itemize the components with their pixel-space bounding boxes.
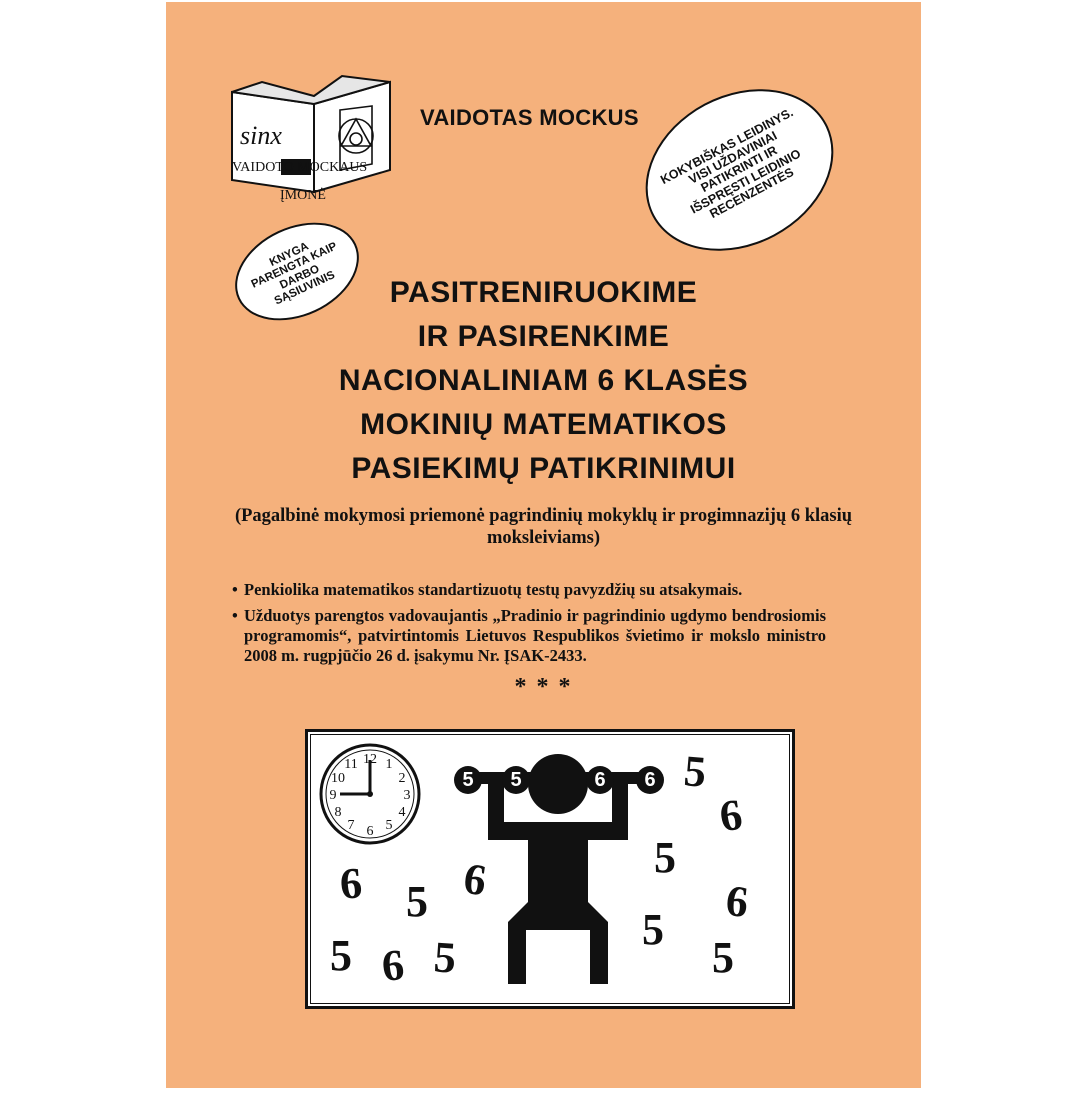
bullet-item-2	[232, 606, 826, 666]
author-name: VAIDOTAS MOCKUS	[420, 105, 639, 130]
clock-number: 8	[334, 805, 342, 820]
clock-number: 6	[366, 824, 374, 839]
title-line-2: IR PASIRENKIME	[417, 320, 670, 353]
bullet-dot: •	[232, 606, 238, 625]
clock-number: 11	[344, 757, 358, 772]
scattered-digit: 6	[338, 858, 364, 909]
title-line-5: PASIEKIMŲ PATIKRINIMUI	[351, 452, 736, 485]
clock-number: 2	[398, 771, 406, 786]
subtitle: (Pagalbinė mokymosi priemonė pagrindinių mokyklų ir progimnazijų 6 klasių moksleiviams)	[234, 506, 853, 548]
workbook-badge-text: KNYGA PARENGTA KAIP DARBO SĄSIUVINIS	[249, 240, 340, 308]
scattered-digit: 6	[716, 789, 746, 842]
bullet-text-2: Užduotys parengtos vadovaujantis „Pradinio ir pagrindinio ugdymo bendrosiomis programomis“, patvirtintomis Lietuvos Respublikos švietimo ir mokslo ministro 2008 m. rugpjūčio 26 d. įsakymu Nr. ĮSAK-2433.	[244, 606, 826, 665]
logo-name: sinx	[240, 121, 282, 150]
weight-plate: 6	[586, 766, 614, 794]
clock-number: 4	[398, 805, 406, 820]
weight-plate: 6	[636, 766, 664, 794]
clock-number: 10	[331, 771, 345, 786]
scattered-digit: 5	[406, 877, 428, 926]
illustration-frame	[305, 729, 795, 1009]
clock-number: 9	[329, 788, 337, 803]
quality-badge	[617, 58, 861, 283]
bullet-dot: •	[232, 580, 238, 599]
scattered-digit: 6	[460, 853, 490, 906]
scattered-digit: 6	[379, 940, 407, 991]
scattered-digit: 5	[681, 746, 709, 797]
publisher-logo	[222, 74, 402, 209]
bullet-text-1: Penkiolika matematikos standartizuotų testų pavyzdžių su atsakymais.	[244, 580, 743, 599]
weight-plate: 5	[454, 766, 482, 794]
title-line-4: MOKINIŲ MATEMATIKOS	[360, 408, 727, 441]
workbook-badge	[219, 204, 374, 340]
title-line-1: PASITRENIRUOKIME	[389, 276, 698, 309]
logo-caption-line2: ĮMONĖ	[280, 188, 326, 203]
bullet-item-1	[232, 580, 826, 600]
clock-icon	[318, 742, 422, 846]
clock-number: 1	[385, 757, 393, 772]
title-line-3: NACIONALINIAM 6 KLASĖS	[338, 364, 749, 397]
scattered-digit: 5	[654, 833, 676, 882]
scattered-digit: 5	[642, 905, 664, 954]
book-cover	[166, 2, 921, 1088]
clock-number: 7	[347, 818, 355, 833]
scattered-digit: 5	[330, 931, 352, 980]
clock-number: 3	[403, 788, 411, 803]
logo-caption-line1: VAIDOTO MOCKAUS	[232, 160, 368, 175]
separator-stars: * * *	[514, 674, 573, 700]
weight-plate: 5	[502, 766, 530, 794]
scattered-digit: 5	[712, 933, 734, 982]
quality-badge-text: KOKYBIŠKAS LEIDINYS. VISI UŽDAVINIAI PATIKRINTI IR IŠSPRĘSTI LEIDINIO RECENZENTĖS	[658, 105, 803, 221]
scattered-digit: 5	[432, 932, 458, 983]
clock-number: 12	[363, 752, 377, 767]
clock-number: 5	[385, 818, 393, 833]
scattered-digit: 6	[723, 875, 751, 928]
